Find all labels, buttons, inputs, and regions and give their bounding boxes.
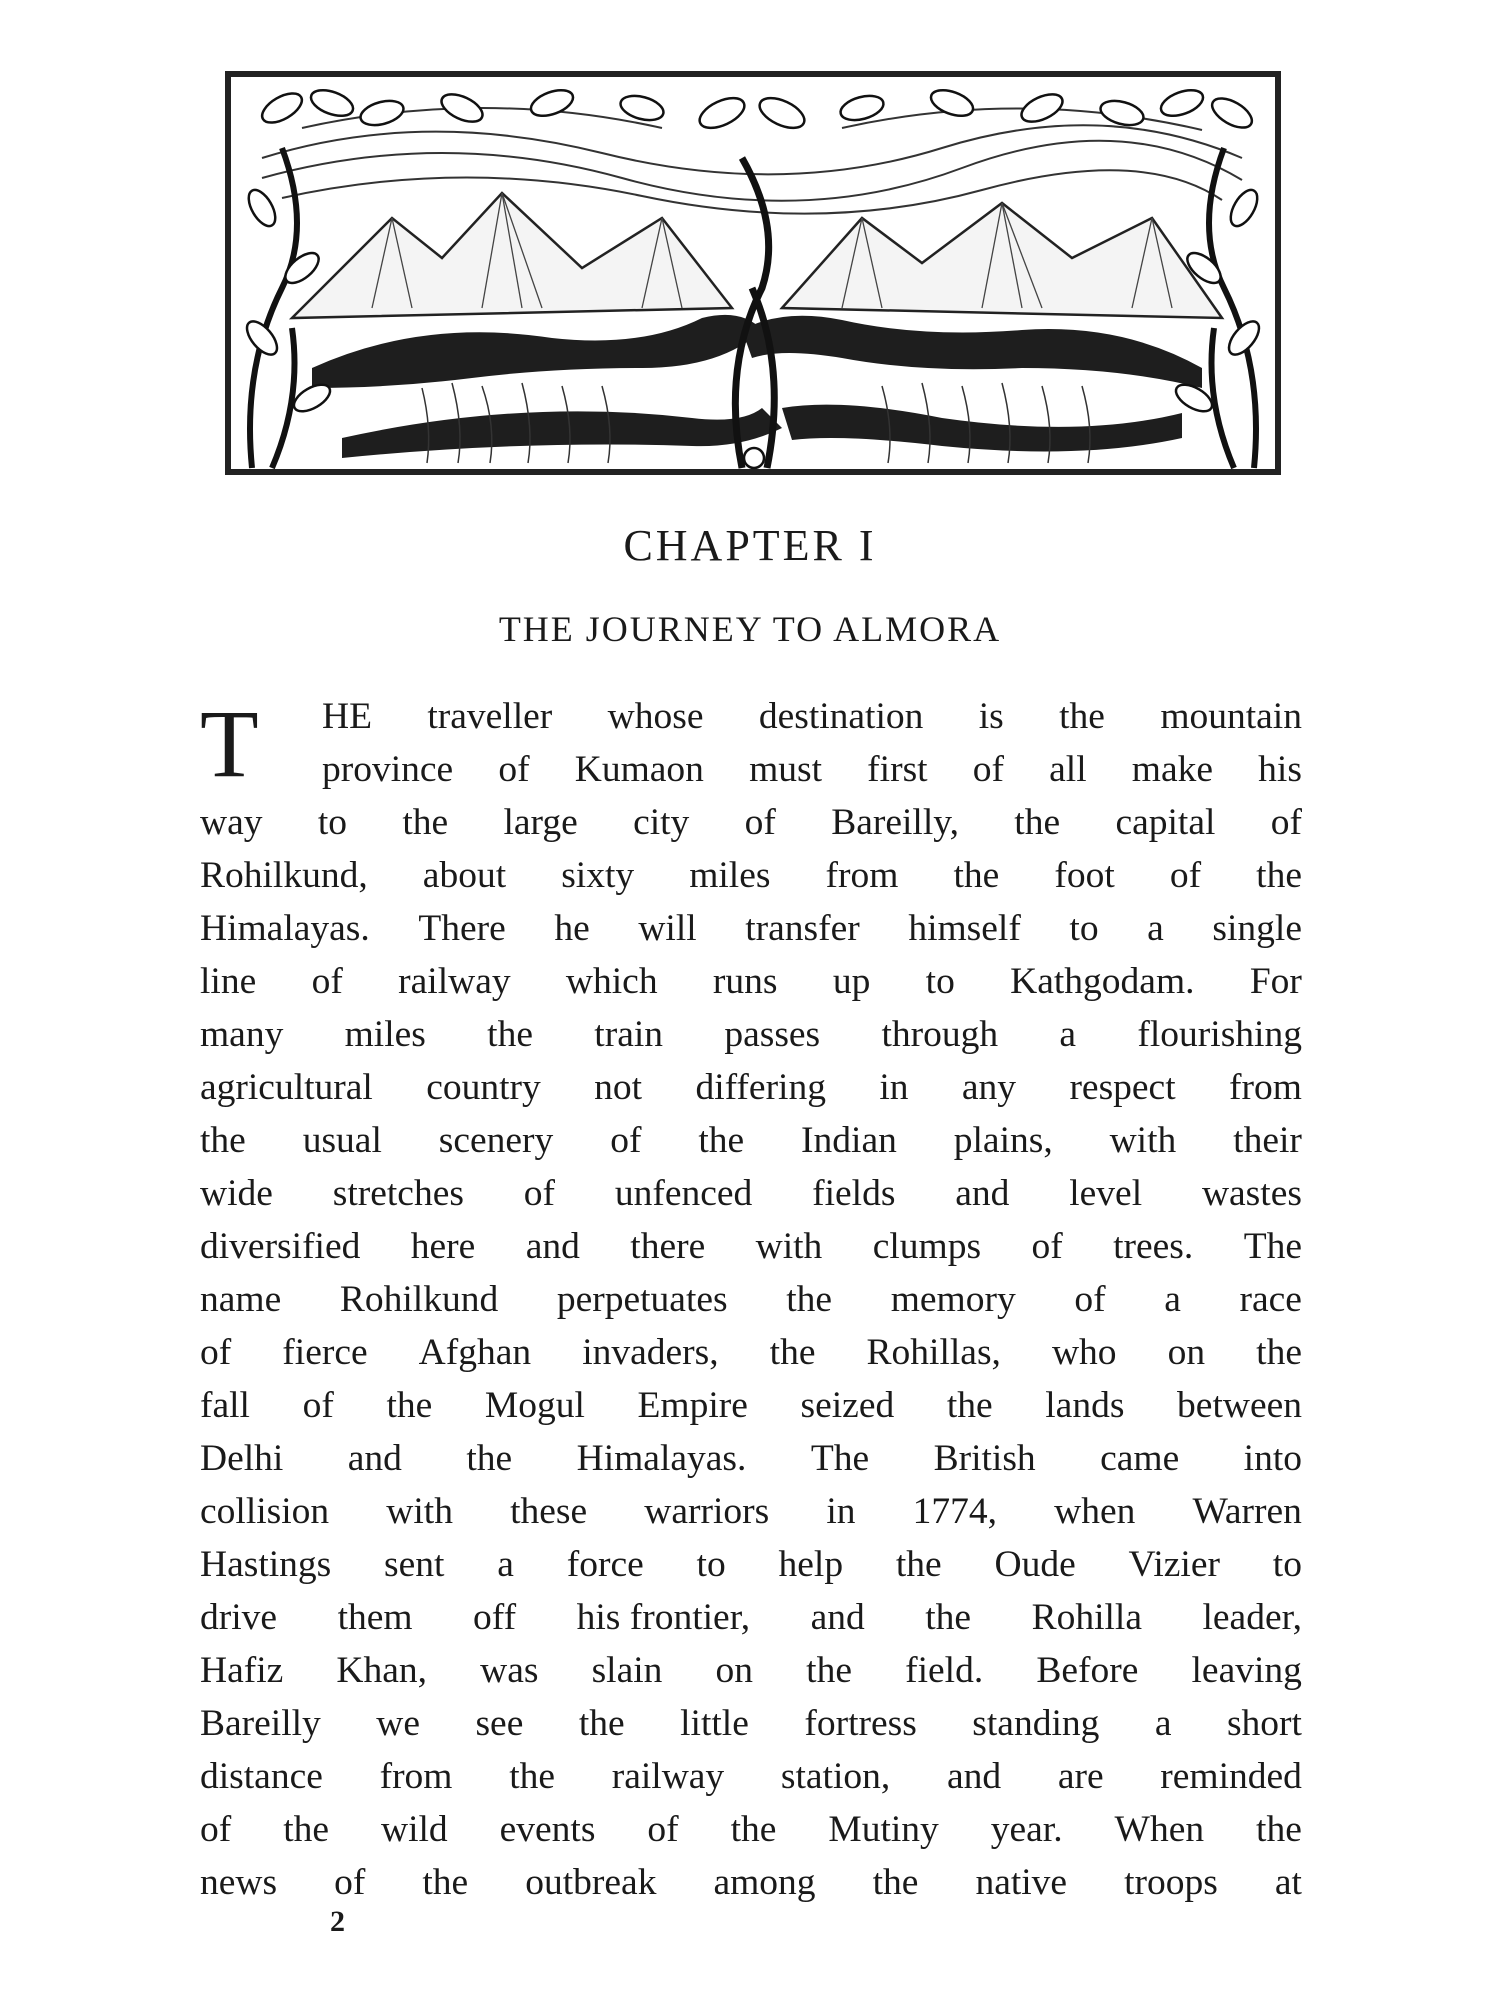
- word: through: [881, 1014, 999, 1055]
- word: of: [1169, 855, 1202, 896]
- word: wastes: [1201, 1173, 1302, 1214]
- text-line: [200, 1644, 1302, 1697]
- word: in: [826, 1491, 856, 1532]
- word: way: [200, 802, 263, 843]
- word: warriors: [644, 1491, 770, 1532]
- word: Hafiz: [200, 1650, 284, 1691]
- word: on: [1167, 1332, 1206, 1373]
- word: drive: [200, 1597, 278, 1638]
- word: province: [322, 749, 454, 790]
- text-line: [200, 1591, 1302, 1644]
- word: transfer: [745, 908, 860, 949]
- word: fortress: [804, 1703, 917, 1744]
- word: city: [633, 802, 690, 843]
- word: Oude: [994, 1544, 1076, 1585]
- word: is: [978, 696, 1004, 737]
- word: leaving: [1191, 1650, 1302, 1691]
- word: Indian: [801, 1120, 897, 1161]
- word: the: [806, 1650, 852, 1691]
- drop-cap: T: [200, 690, 259, 797]
- mountain-landscape-woodcut-icon: [222, 68, 1284, 478]
- word: sixty: [561, 855, 635, 896]
- word: Khan,: [336, 1650, 428, 1691]
- word: of: [523, 1173, 556, 1214]
- word: the: [487, 1014, 533, 1055]
- text-line: [200, 1008, 1302, 1061]
- word: reminded: [1160, 1756, 1302, 1797]
- word: flourishing: [1137, 1014, 1302, 1055]
- text-line: [200, 955, 1302, 1008]
- word: For: [1249, 961, 1302, 1002]
- word: Warren: [1192, 1491, 1302, 1532]
- word: traveller: [427, 696, 553, 737]
- word: miles: [689, 855, 771, 896]
- word: the: [283, 1809, 330, 1850]
- text-line: [200, 1167, 1302, 1220]
- word: fierce: [282, 1332, 368, 1373]
- word: When: [1114, 1809, 1205, 1850]
- word: the: [946, 1385, 993, 1426]
- word: a: [1147, 908, 1164, 949]
- word: all: [1049, 749, 1087, 790]
- word: a: [497, 1544, 514, 1585]
- word: between: [1177, 1385, 1302, 1426]
- word: of: [647, 1809, 679, 1850]
- word: when: [1054, 1491, 1136, 1532]
- word: the: [1256, 1332, 1302, 1373]
- text-line: [200, 1326, 1302, 1379]
- word: mountain: [1160, 696, 1302, 737]
- text-line: [200, 1697, 1302, 1750]
- word: he: [554, 908, 590, 949]
- word: of: [610, 1120, 642, 1161]
- word: Rohilla: [1031, 1597, 1142, 1638]
- word: respect: [1069, 1067, 1176, 1108]
- word: was: [480, 1650, 539, 1691]
- word: of: [972, 749, 1004, 790]
- word: unfenced: [614, 1173, 753, 1214]
- word: of: [200, 1809, 232, 1850]
- word: force: [566, 1544, 644, 1585]
- word: scenery: [438, 1120, 554, 1161]
- word: the: [466, 1438, 513, 1479]
- word: to: [1272, 1544, 1302, 1585]
- text-line: [200, 1803, 1302, 1856]
- word: the: [1059, 696, 1105, 737]
- word: with: [755, 1226, 823, 1267]
- word: from: [379, 1756, 453, 1797]
- word: the: [402, 802, 449, 843]
- word: differing: [695, 1067, 826, 1108]
- word: the: [895, 1544, 942, 1585]
- word: these: [510, 1491, 588, 1532]
- word: Hastings: [200, 1544, 332, 1585]
- word: see: [475, 1703, 524, 1744]
- word: The: [810, 1438, 870, 1479]
- word: short: [1226, 1703, 1302, 1744]
- word: clumps: [872, 1226, 982, 1267]
- word: race: [1239, 1279, 1302, 1320]
- word: capital: [1115, 802, 1216, 843]
- word: plains,: [953, 1120, 1053, 1161]
- word: with: [1109, 1120, 1177, 1161]
- word: lands: [1045, 1385, 1125, 1426]
- word: whose: [607, 696, 704, 737]
- text-line: [200, 902, 1302, 955]
- word: slain: [591, 1650, 663, 1691]
- body-text: [200, 690, 1302, 1909]
- word: the: [422, 1862, 469, 1903]
- word: Mutiny: [828, 1809, 939, 1850]
- word: the: [578, 1703, 625, 1744]
- chapter-number: CHAPTER I: [623, 521, 877, 570]
- text-line: [200, 1485, 1302, 1538]
- word: station,: [780, 1756, 891, 1797]
- word: Bareilly,: [831, 802, 959, 843]
- word: of: [311, 961, 343, 1002]
- word: the: [925, 1597, 972, 1638]
- word: to: [317, 802, 347, 843]
- word: railway: [398, 961, 511, 1002]
- word: his frontier,: [576, 1597, 751, 1638]
- word: who: [1051, 1332, 1117, 1373]
- word: the: [386, 1385, 433, 1426]
- word: we: [376, 1703, 420, 1744]
- word: Delhi: [200, 1438, 284, 1479]
- word: and: [525, 1226, 580, 1267]
- word: stretches: [332, 1173, 464, 1214]
- word: There: [418, 908, 506, 949]
- word: perpetuates: [556, 1279, 728, 1320]
- word: HE: [322, 696, 372, 737]
- word: among: [713, 1862, 816, 1903]
- word: Rohilkund,: [200, 855, 368, 896]
- text-line: [200, 1750, 1302, 1803]
- word: them: [337, 1597, 413, 1638]
- word: the: [509, 1756, 556, 1797]
- word: Kathgodam.: [1010, 961, 1195, 1002]
- word: the: [1256, 1809, 1302, 1850]
- word: fall: [200, 1385, 250, 1426]
- word: miles: [344, 1014, 426, 1055]
- word: wide: [200, 1173, 273, 1214]
- word: Mogul: [484, 1385, 585, 1426]
- text-line: [200, 1114, 1302, 1167]
- word: train: [594, 1014, 664, 1055]
- text-line: [200, 1273, 1302, 1326]
- word: distance: [200, 1756, 323, 1797]
- word: Before: [1036, 1650, 1139, 1691]
- text-line: [200, 796, 1302, 849]
- word: and: [810, 1597, 865, 1638]
- word: of: [334, 1862, 366, 1903]
- word: here: [410, 1226, 476, 1267]
- word: and: [946, 1756, 1002, 1797]
- word: line: [200, 961, 257, 1002]
- text-line: [200, 1061, 1302, 1114]
- word: invaders,: [582, 1332, 719, 1373]
- word: diversified: [200, 1226, 361, 1267]
- word: their: [1233, 1120, 1302, 1161]
- word: the: [769, 1332, 816, 1373]
- word: with: [386, 1491, 453, 1532]
- text-line: [200, 690, 1302, 743]
- word: wild: [380, 1809, 448, 1850]
- word: himself: [908, 908, 1021, 949]
- word: of: [1270, 802, 1302, 843]
- word: from: [1229, 1067, 1302, 1108]
- word: are: [1057, 1756, 1104, 1797]
- word: agricultural: [200, 1067, 373, 1108]
- word: of: [498, 749, 530, 790]
- word: the: [200, 1120, 246, 1161]
- text-line: [200, 1538, 1302, 1591]
- word: up: [832, 961, 871, 1002]
- word: of: [1074, 1279, 1106, 1320]
- word: year.: [990, 1809, 1063, 1850]
- word: Himalayas.: [200, 908, 370, 949]
- word: name: [200, 1279, 282, 1320]
- word: troops: [1124, 1862, 1218, 1903]
- text-line: [200, 1379, 1302, 1432]
- word: at: [1274, 1862, 1302, 1903]
- word: not: [594, 1067, 643, 1108]
- word: trees.: [1113, 1226, 1194, 1267]
- word: will: [638, 908, 697, 949]
- word: a: [1154, 1703, 1172, 1744]
- word: memory: [890, 1279, 1016, 1320]
- word: his: [1258, 749, 1302, 790]
- word: and: [955, 1173, 1010, 1214]
- word: a: [1059, 1014, 1077, 1055]
- word: Vizier: [1128, 1544, 1220, 1585]
- word: railway: [611, 1756, 725, 1797]
- word: to: [696, 1544, 726, 1585]
- word: many: [200, 1014, 284, 1055]
- word: news: [200, 1862, 278, 1903]
- text-line: [200, 1432, 1302, 1485]
- word: field.: [905, 1650, 984, 1691]
- word: about: [422, 855, 507, 896]
- word: to: [1069, 908, 1099, 949]
- word: the: [953, 855, 1000, 896]
- word: events: [499, 1809, 596, 1850]
- word: collision: [200, 1491, 330, 1532]
- word: Bareilly: [200, 1703, 321, 1744]
- word: help: [778, 1544, 844, 1585]
- word: little: [680, 1703, 749, 1744]
- word: on: [715, 1650, 754, 1691]
- word: of: [200, 1332, 232, 1373]
- word: of: [302, 1385, 334, 1426]
- text-line: [200, 1220, 1302, 1273]
- word: seized: [800, 1385, 895, 1426]
- word: make: [1131, 749, 1214, 790]
- word: usual: [302, 1120, 382, 1161]
- word: must: [749, 749, 823, 790]
- word: the: [1256, 855, 1302, 896]
- word: from: [825, 855, 899, 896]
- word: off: [473, 1597, 517, 1638]
- word: level: [1069, 1173, 1143, 1214]
- text-line: [200, 1856, 1302, 1909]
- word: came: [1100, 1438, 1180, 1479]
- word: the: [698, 1120, 745, 1161]
- word: single: [1212, 908, 1302, 949]
- word: of: [744, 802, 776, 843]
- word: country: [426, 1067, 541, 1108]
- word: standing: [972, 1703, 1100, 1744]
- text-line: [200, 849, 1302, 902]
- word: a: [1164, 1279, 1181, 1320]
- word: of: [1031, 1226, 1063, 1267]
- word: the: [730, 1809, 777, 1850]
- word: destination: [758, 696, 924, 737]
- word: and: [347, 1438, 402, 1479]
- word: Afghan: [418, 1332, 532, 1373]
- word: Himalayas.: [576, 1438, 747, 1479]
- word: foot: [1054, 855, 1115, 896]
- word: Rohillas,: [866, 1332, 1001, 1373]
- text-line: [200, 743, 1302, 796]
- word: native: [975, 1862, 1068, 1903]
- chapter-title: THE JOURNEY TO ALMORA: [498, 609, 1002, 649]
- word: there: [630, 1226, 706, 1267]
- word: Empire: [637, 1385, 748, 1426]
- word: Kumaon: [574, 749, 704, 790]
- word: any: [961, 1067, 1017, 1108]
- word: The: [1243, 1226, 1302, 1267]
- word: leader,: [1202, 1597, 1302, 1638]
- paragraph: [200, 690, 1302, 1909]
- word: first: [867, 749, 928, 790]
- word: outbreak: [525, 1862, 657, 1903]
- word: Rohilkund: [339, 1279, 499, 1320]
- word: the: [872, 1862, 919, 1903]
- word: the: [1014, 802, 1061, 843]
- word: to: [925, 961, 955, 1002]
- word: which: [565, 961, 658, 1002]
- word: runs: [712, 961, 778, 1002]
- word: sent: [384, 1544, 445, 1585]
- word: into: [1243, 1438, 1302, 1479]
- word: fields: [812, 1173, 896, 1214]
- word: in: [879, 1067, 909, 1108]
- word: British: [933, 1438, 1036, 1479]
- word: the: [786, 1279, 833, 1320]
- word: 1774,: [912, 1491, 998, 1532]
- word: large: [503, 802, 578, 843]
- word: passes: [724, 1014, 821, 1055]
- page-number: 2: [330, 1905, 345, 1938]
